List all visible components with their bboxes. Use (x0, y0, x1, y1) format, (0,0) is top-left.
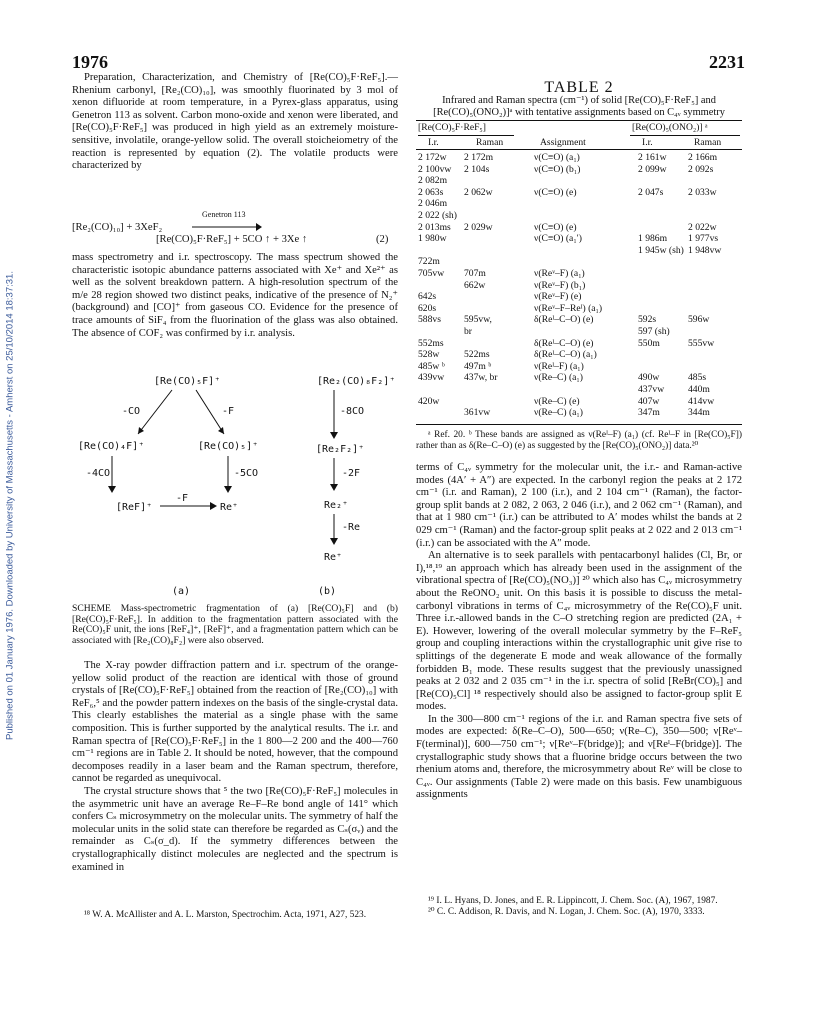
table-title: TABLE 2 (544, 79, 614, 96)
table-cell: 1 977vs (688, 233, 719, 245)
scheme-loss-co: -CO (122, 406, 141, 417)
left-column (72, 72, 398, 173)
paragraph-crystal: The crystal structure shows that ⁵ the two [Re(CO)₅F·ReF₅] molecules in the asymmetric unit have an average Re–F–Re bond angle of 141° which confers Cₛ microsymmetry on the molecular units. The symmetry of half the molecular units in the solid state can therefore be regarded as Cₛ(σᵥ) and the remainder as Cₛ(σ_d). If the symmetry differences between the crystallographically distinct molecules are neglected and the spectrum is examined in (72, 785, 398, 873)
scheme-a-top: [Re(CO)₅F]⁺ (154, 376, 221, 387)
table-cell: 592s (638, 314, 657, 326)
table-cell: 1 980w (418, 233, 447, 245)
equation-arrow (192, 222, 262, 232)
left-column-3 (72, 660, 398, 874)
table-cell: 2 082m (418, 175, 448, 187)
scheme-a-bottom-left: [ReF]⁺ (116, 502, 153, 513)
scheme-loss-5co: -5CO (234, 468, 259, 479)
table-cell: 344m (688, 407, 710, 419)
scheme-a-mid: [Re(CO)₅]⁺ (198, 441, 259, 452)
table-cell: 555vw (688, 337, 715, 349)
table-footnote: ᵃ Ref. 20. ᵇ These bands are assigned as ν(Reᴵ–F) (a₁) (cf. Reᴵ–F in [Re(CO)₅F]) rather than as δ(Re–C–O) (e) as suggested by the [Re(CO)₅(ONO₂)] data.²⁰ (416, 430, 742, 451)
scheme-loss-4co: -4CO (86, 468, 111, 479)
table-cell: 1 986m (638, 233, 668, 245)
paragraph-xray: The X-ray powder diffraction pattern and i.r. spectrum of the orange-yellow solid product of the reaction are identical with those of ground crystals of [Re(CO)₅F·ReF₅] obtained from the reaction of [Re₂(CO)₁₀] with ReF₆,⁵ and the powder pattern indexes on the basis of the single-crystal data. This clearly establishes the material as a single phase with the same composition. This is further supported by the analytical results. The i.r. and Raman spectra of [Re(CO)₅F·ReF₅] in the 1 800—2 200 and the 400—760 cm⁻¹ regions are in Table 2. It should be noted, however, that the compound decomposes readily in a laser beam and the Raman spectrum, therefore, cannot be regarded as unequivocal. (72, 660, 398, 785)
table-cell: 2 047s (638, 186, 664, 198)
table-cell: 550m (638, 337, 660, 349)
table-cell: 440m (688, 384, 710, 395)
table-cell: ν(C≡O) (a₁′) (534, 233, 582, 245)
spectra-table (416, 120, 742, 426)
footnote-20: ²⁰ C. C. Addison, R. Davis, and N. Logan, J. Chem. Soc. (A), 1970, 3333. (428, 907, 705, 917)
table-caption: Infrared and Raman spectra (cm⁻¹) of solid [Re(CO)₅F·ReF₅] and [Re(CO)₅(ONO₂)]ᵃ with tentative assignments based on C₄ᵥ symmetry (433, 94, 725, 118)
left-column-2 (72, 252, 398, 340)
footnote-18: ¹⁸ W. A. McAllister and A. L. Marston, Spectrochim. Acta, 1971, A27, 523. (84, 910, 367, 920)
download-notice: Published on 01 January 1976. Downloaded by University of Massachusetts - Amherst on 25/10/2014 18:37:31. (4, 271, 16, 740)
table-cell: 597 (sh) (638, 326, 670, 337)
table-cell: 522ms (464, 349, 490, 361)
table-cell: 420w (418, 395, 440, 407)
scheme-a-bottom-right: Re⁺ (220, 502, 239, 513)
table-cell: 437vw (638, 384, 665, 395)
table-group-1: [Re(CO)₅F·ReF₅] (418, 122, 486, 133)
table-cell: 1 948vw (688, 244, 722, 256)
paragraph-alternative: An alternative is to seek parallels with pentacarbonyl halides (Cl, Br, or I),¹⁸,¹⁹ an approach which has already been used in the assignment of the vibrational spectra of [Re(CO)₅(NO₃)] ²⁰ which also has C₄ᵥ microsymmetry about the ReONO₂ unit. On this basis it is possible to discuss the metal-carbonyl vibrations in terms of C₄ᵥ microsymmetry of the Re(CO)₅F unit. Three i.r.-allowed bands in the C–O stretching region are predicted (2A₁ + E). However, lowering of the overall molecular symmetry by the F–ReF₅ group and coupling interactions within the crystallographic unit give rise to splittings of the degenerate E mode and weak allowance of the formally forbidden B₁ mode. These results suggest that the previously unassigned peaks at 2 032 and 2 035 cm⁻¹ in the i.r. spectra of solid [ReBr(CO)₅] and [Re(CO)₅Cl] ¹⁸ respectively should also be assigned to factor-group split E modes. (416, 550, 742, 713)
table-cell: 437w, br (464, 372, 498, 384)
paragraph-mass-spec: mass spectrometry and i.r. spectroscopy. The mass spectrum showed the characteristic isotopic abundance patterns associated with Xe⁺ and Xe²⁺ as well as the solvent breakdown pattern. A high-resolution spectrum of the m/e 28 region showed two distinct peaks, indicative of the presence of N₂⁺ (background) and [CO]⁺ from gaseous CO. Evidence for the presence of trace amounts of SiF₄ from the fluorination of the glass was also obtained. The absence of COF₂ was confirmed by i.r. analysis. (72, 252, 398, 339)
table-cell: 2 172m (464, 152, 494, 163)
col-raman-2: Raman (694, 137, 722, 148)
table-cell: 347m (638, 407, 660, 419)
col-raman-1: Raman (476, 137, 504, 148)
table-cell: ν(Reᵛ–F–Reᴵ) (a₁) (534, 302, 603, 314)
footnotes-right (416, 896, 742, 918)
table-cell: 588vs (418, 314, 441, 326)
table-cell: 2 172w (418, 152, 447, 163)
fragmentation-scheme (72, 374, 398, 606)
table-cell: 2 092s (688, 163, 714, 175)
scheme-loss-re: -Re (342, 522, 361, 533)
scheme-caption-block (72, 604, 398, 646)
scheme-b-2: [Re₂F₂]⁺ (316, 444, 365, 455)
table-cell: 2 022 (sh) (418, 210, 457, 221)
table-group-2: [Re(CO)₅(ONO₂)] ᵃ (632, 122, 708, 133)
equation-2 (72, 210, 398, 248)
table-cell: 2 063s (418, 186, 444, 198)
table-cell: δ(Reᴵ–C–O) (e) (534, 314, 594, 326)
table-cell: 595vw, (464, 314, 492, 326)
table-cell: 2 104s (464, 163, 490, 175)
table-cell: ν(C≡O) (e) (534, 221, 577, 233)
table-2-title-block (416, 79, 742, 120)
table-cell: 1 945w (sh) (638, 244, 684, 256)
scheme-caption: SCHEME Mass-spectrometric fragmentation of (a) [Re(CO)₅F] and (b) [Re(CO)₅F·ReF₅]. In addition to the fragmentation pattern associated with the Re(CO)₅F unit, the ions [ReF₄]⁺, [ReF]⁺, and a fragmentation pattern which can be associated with [Re₂(CO)₈F₂] were also observed. (72, 603, 398, 646)
table-cell: br (464, 326, 472, 337)
table-cell: ν(Re–C) (a₁) (534, 372, 583, 384)
table-cell: 407w (638, 395, 660, 407)
table-cell: 707m (464, 268, 486, 279)
table-cell: 2 029w (464, 221, 493, 233)
right-column (416, 462, 742, 802)
table-cell: 2 013ms (418, 221, 451, 233)
table-cell: ν(Re–C) (a₁) (534, 407, 583, 419)
paragraph-preparation: Preparation, Characterization, and Chemistry of [Re(CO)₅F·ReF₅].—Rhenium carbonyl, [Re₂(CO)₁₀], was smoothly fluorinated by 3 mol of xenon difluoride at room temperature, in a Pyrex-glass apparatus, using Genetron 113 as solvent. Carbon mono-oxide and xenon were liberated, and [Re(CO)₅F·ReF₅] was produced in high yield as an extremely moisture-sensitive, involatile, orange-yellow solid. The overall stoicheiometry of the reaction is represented by equation (2). The volatile products were characterized by (72, 72, 398, 172)
table-cell: 722m (418, 256, 440, 268)
page-number-left: 1976 (72, 52, 108, 72)
table-cell: 2 033w (688, 186, 717, 198)
table-cell: 642s (418, 291, 437, 303)
table-cell: 528w (418, 349, 440, 361)
equation-number: (2) (376, 234, 389, 245)
scheme-a-left: [Re(CO)₄F]⁺ (78, 441, 145, 452)
scheme-loss-2f: -2F (342, 468, 361, 479)
table-cell: 705vw (418, 268, 445, 279)
col-ir-1: I.r. (428, 137, 439, 148)
equation-arrow-label: Genetron 113 (202, 210, 246, 219)
table-cell: 414vw (688, 395, 715, 407)
equation-left: [Re₂(CO)₁₀] + 3XeF₂ (72, 222, 163, 233)
table-cell: 497m ᵇ (464, 360, 492, 372)
paragraph-c4v: terms of C₄ᵥ symmetry for the molecular unit, the i.r.- and Raman-active modes (4A′ + A″) are expected. In the carbonyl region the peaks at 2 172 cm⁻¹ (i.r. and Raman), 2 100 (i.r.), and 2 104 cm⁻¹ (Raman), the factor-group split bands at 2 082, 2 063, 2 046 (i.r.), and 2 062 cm⁻¹ (Raman), and that at 1 980 cm⁻¹ (i.r.) can be attributed to A′ modes whilst the bands at 2 029 cm⁻¹ (Raman) and the factor-group split peaks at 2 022 and 2 013 cm⁻¹ (i.r.) can be associated with the A″ mode. (416, 462, 742, 549)
table-cell: ν(Reᵛ–F) (b₁) (534, 279, 586, 291)
table-cell: ν(C≡O) (a₁) (534, 152, 580, 163)
scheme-loss-8co: -8CO (340, 406, 365, 417)
table-cell: ν(Reᵛ–F) (a₁) (534, 268, 585, 279)
table-cell: ν(C≡O) (b₁) (534, 163, 581, 175)
table-cell: ν(C≡O) (e) (534, 186, 577, 198)
table-cell: 596w (688, 314, 710, 326)
table-cell: 2 046m (418, 198, 448, 210)
table-cell: δ(Reᴵ–C–O) (e) (534, 337, 594, 349)
table-cell: ν(Reᵛ–F) (e) (534, 291, 582, 303)
table-cell: 2 062w (464, 186, 493, 198)
download-watermark (2, 150, 18, 870)
page-number-right: 2231 (709, 52, 745, 72)
table-cell: 361vw (464, 407, 491, 419)
table-cell: 2 166m (688, 152, 718, 163)
table-cell: 2 099w (638, 163, 667, 175)
table-cell: 2 161w (638, 152, 667, 163)
col-assignment: Assignment (540, 137, 586, 148)
table-cell: 2 022w (688, 221, 717, 233)
scheme-loss-f2: -F (176, 493, 189, 504)
equation-right: [Re(CO)₅F·ReF₅] + 5CO ↑ + 3Xe ↑ (156, 234, 308, 245)
table-cell: 490w (638, 372, 660, 384)
col-ir-2: I.r. (642, 137, 653, 148)
table-cell: 439vw (418, 372, 445, 384)
table-cell: ν(Reᴵ–F) (a₁) (534, 360, 584, 372)
table-cell: 485s (688, 372, 707, 384)
table-cell: ν(Re–C) (e) (534, 395, 580, 407)
table-cell: 552ms (418, 337, 444, 349)
table-cell: 2 100vw (418, 163, 452, 175)
scheme-b-4: Re⁺ (324, 552, 343, 563)
scheme-loss-f: -F (222, 406, 235, 417)
scheme-b-top: [Re₂(CO)₈F₂]⁺ (317, 376, 396, 387)
table-cell: δ(Reᴵ–C–O) (a₁) (534, 349, 597, 361)
table-cell: 620s (418, 302, 437, 314)
scheme-label-a: (a) (172, 586, 191, 597)
scheme-label-b: (b) (318, 586, 337, 597)
paragraph-regions: In the 300—800 cm⁻¹ regions of the i.r. and Raman spectra five sets of modes are expected: δ(Re–C–O), 500—650; ν(Re–C), 350—500; ν[Reᵛ–F(terminal)], 600—750 cm⁻¹; ν[Reᵛ–F(bridge)]; and ν[Reᴵ–F(bridge)]. The crystallographic study shows that a fluorine bridge occurs between the two rhenium atoms and, therefore, the microsymmetry about Reᵛ will be close to C₄ᵥ. Our assignments (Table 2) were made on this basis. Few unambiguous assignments (416, 713, 742, 801)
table-cell: 485w ᵇ (418, 360, 445, 372)
table-cell: 662w (464, 279, 486, 291)
footnote-19: ¹⁹ I. L. Hyans, D. Jones, and E. R. Lippincott, J. Chem. Soc. (A), 1967, 1987. (428, 896, 718, 906)
scheme-b-3: Re₂⁺ (324, 500, 349, 511)
